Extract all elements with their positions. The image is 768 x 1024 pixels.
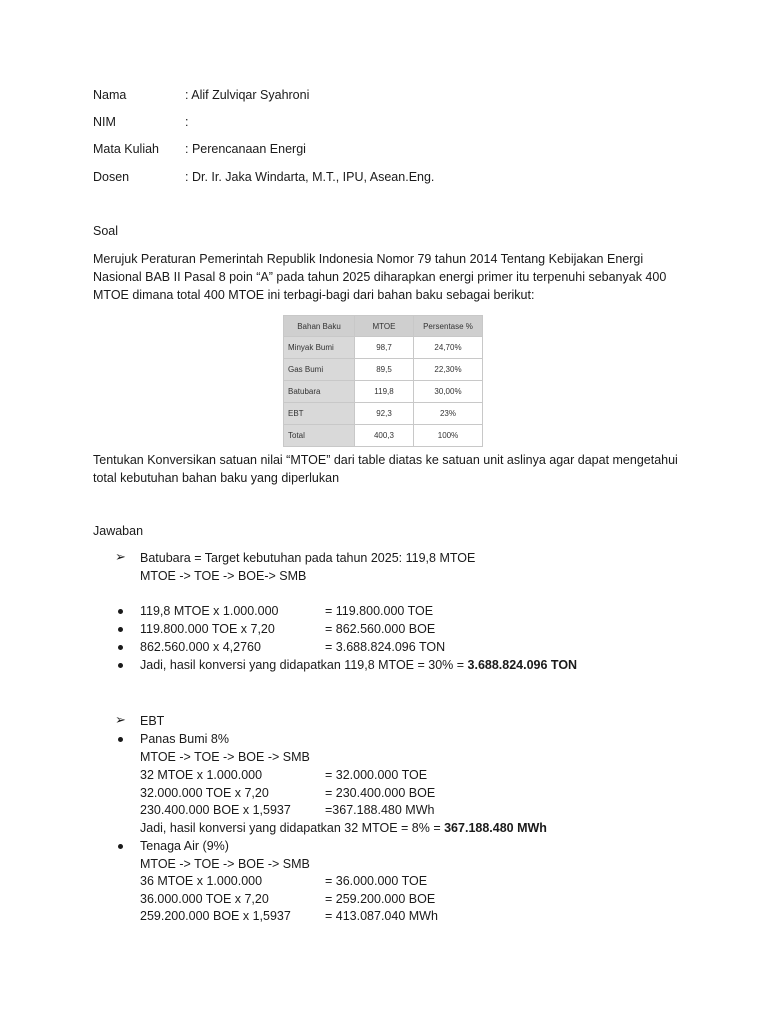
panas-bumi-step-left: 32 MTOE x 1.000.000 — [140, 768, 263, 782]
panas-bumi-chain: MTOE -> TOE -> BOE -> SMB — [140, 750, 310, 764]
name-value: : Alif Zulviqar Syahroni — [185, 88, 310, 102]
batubara-step-right: = 3.688.824.096 TON — [325, 640, 446, 654]
panas-bumi-step-left: 32.000.000 TOE x 7,20 — [140, 786, 269, 800]
table-cell: Batubara — [284, 381, 355, 403]
batubara-result-value: 3.688.824.096 TON — [467, 658, 578, 672]
table-cell: Minyak Bumi — [284, 337, 355, 359]
tenaga-air-title: Tenaga Air (9%) — [140, 839, 229, 853]
tenaga-air-step-right: = 259.200.000 BOE — [325, 892, 436, 906]
bullet-dot-icon — [118, 645, 123, 650]
tenaga-air-step-right: = 36.000.000 TOE — [325, 874, 428, 888]
table-cell: 119,8 — [355, 381, 414, 403]
soal-heading: Soal — [93, 224, 119, 238]
batubara-step-left: 119,8 MTOE x 1.000.000 — [140, 604, 279, 618]
table-cell: 23% — [414, 403, 483, 425]
bullet-dot-icon — [118, 737, 123, 742]
table-header-cell: Persentase % — [414, 316, 483, 337]
panas-bumi-result-value: 367.188.480 MWh — [444, 821, 547, 835]
course-value: : Perencanaan Energi — [185, 142, 306, 156]
nim-label: NIM — [93, 115, 116, 129]
table-cell: 30,00% — [414, 381, 483, 403]
panas-bumi-result-text: Jadi, hasil konversi yang didapatkan 32 MTOE = 8% = — [140, 821, 445, 835]
batubara-chain: MTOE -> TOE -> BOE-> SMB — [140, 569, 307, 583]
tenaga-air-chain: MTOE -> TOE -> BOE -> SMB — [140, 857, 310, 871]
table-header-row — [284, 316, 483, 337]
course-label: Mata Kuliah — [93, 142, 160, 156]
batubara-title: Batubara = Target kebutuhan pada tahun 2025: 119,8 MTOE — [140, 551, 476, 565]
tenaga-air-step-left: 36.000.000 TOE x 7,20 — [140, 892, 269, 906]
table-cell: EBT — [284, 403, 355, 425]
table-cell: 92,3 — [355, 403, 414, 425]
batubara-result — [140, 658, 577, 672]
tenaga-air-step-right: = 413.087.040 MWh — [325, 909, 438, 923]
table-row — [284, 403, 483, 425]
tenaga-air-step-left: 36 MTOE x 1.000.000 — [140, 874, 263, 888]
jawaban-heading: Jawaban — [93, 524, 144, 538]
lecturer-label: Dosen — [93, 170, 130, 184]
panas-bumi-step-right: =367.188.480 MWh — [325, 803, 435, 817]
arrow-bullet-icon: ➢ — [115, 712, 126, 727]
batubara-step-left: 119.800.000 TOE x 7,20 — [140, 622, 275, 636]
energy-table — [283, 315, 483, 447]
soal-paragraph: Merujuk Peraturan Pemerintah Republik Indonesia Nomor 79 tahun 2014 Tentang Kebijakan Energi Nasional BAB II Pasal 8 poin “A” pada tahun 2025 diharapkan energi primer itu terpenuhi sebanyak 400 MTOE dimana total 400 MTOE ini terbagi-bagi dari bahan baku sebagai berikut: — [93, 252, 667, 302]
table-row — [284, 425, 483, 447]
table-cell: 400,3 — [355, 425, 414, 447]
panas-bumi-step-right: = 32.000.000 TOE — [325, 768, 428, 782]
batubara-result-text: Jadi, hasil konversi yang didapatkan 119,8 MTOE = 30% = — [140, 658, 468, 672]
panas-bumi-step-right: = 230.400.000 BOE — [325, 786, 436, 800]
table-cell: 24,70% — [414, 337, 483, 359]
table-cell: 89,5 — [355, 359, 414, 381]
bullet-dot-icon — [118, 627, 123, 632]
nim-value: : — [185, 115, 189, 129]
panas-bumi-step-left: 230.400.000 BOE x 1,5937 — [140, 803, 291, 817]
panas-bumi-title: Panas Bumi 8% — [140, 732, 229, 746]
table-cell: Gas Bumi — [284, 359, 355, 381]
table-cell: 98,7 — [355, 337, 414, 359]
bullet-dot-icon — [118, 609, 123, 614]
batubara-step-right: = 862.560.000 BOE — [325, 622, 436, 636]
bullet-dot-icon — [118, 844, 123, 849]
table-cell: Total — [284, 425, 355, 447]
batubara-step-left: 862.560.000 x 4,2760 — [140, 640, 261, 654]
tenaga-air-step-left: 259.200.000 BOE x 1,5937 — [140, 909, 291, 923]
table-header-cell: Bahan Baku — [284, 316, 355, 337]
table-cell: 22,30% — [414, 359, 483, 381]
bullet-dot-icon — [118, 663, 123, 668]
table-header-cell: MTOE — [355, 316, 414, 337]
table-row — [284, 381, 483, 403]
instruction-paragraph: Tentukan Konversikan satuan nilai “MTOE” dari table diatas ke satuan unit aslinya agar dapat mengetahui total kebutuhan bahan baku yang diperlukan — [93, 453, 678, 485]
lecturer-value: : Dr. Ir. Jaka Windarta, M.T., IPU, Asean.Eng. — [185, 170, 435, 184]
table-row — [284, 359, 483, 381]
panas-bumi-result — [140, 821, 547, 835]
name-label: Nama — [93, 88, 127, 102]
table-row — [284, 337, 483, 359]
batubara-step-right: = 119.800.000 TOE — [325, 604, 434, 618]
table-cell: 100% — [414, 425, 483, 447]
arrow-bullet-icon: ➢ — [115, 549, 126, 564]
ebt-title: EBT — [140, 714, 165, 728]
